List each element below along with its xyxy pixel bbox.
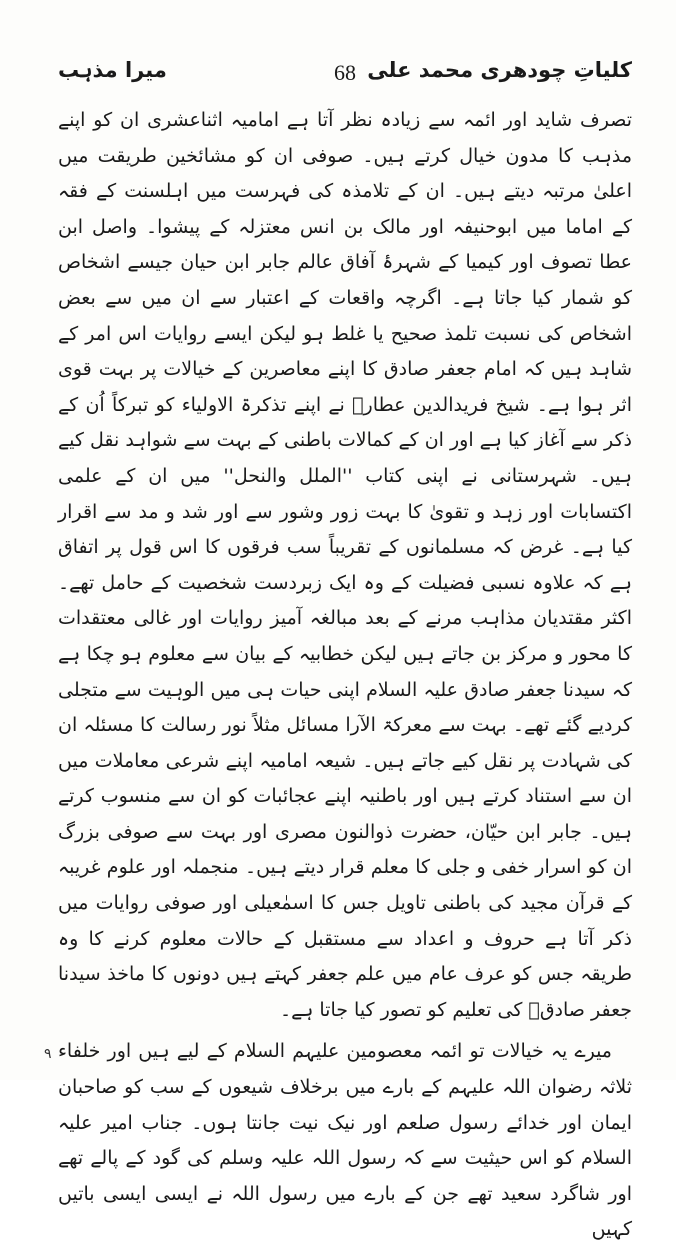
body-text xyxy=(58,103,632,1248)
paragraph: تصرف شاید اور ائمہ سے زیادہ نظر آتا ہے امامیہ اثناعشری ان کو اپنے مذہب کا مدون خیال کرتے ہیں۔ صوفی ان کو مشائخین طریقت میں اعلیٰ مرتبہ دیتے ہیں۔ ان کے تلامذہ کی فہرست میں اہلسنت کے فقہ کے اماما میں ابوحنیفہ اور مالک بن انس معتزلہ کے پیشوا۔ واصل ابن عطا تصوف اور کیمیا کے شہرۂ آفاق عالم جابر ابن حیان جیسے اشخاص کو شمار کیا جاتا ہے۔ اگرچہ واقعات کے اعتبار سے ان میں سے بعض اشخاص کی نسبت تلمذ صحیح یا غلط ہو لیکن ایسے روایات اس امر کے شاہد ہیں کہ امام جعفر صادق کا اپنے معاصرین کے خیالات پر بہت قوی اثر ہوا ہے۔ شیخ فریدالدین عطارؒ نے اپنے تذکرۃ الاولیاء کو تبرکاً اُن کے ذکر سے آغاز کیا ہے اور ان کے کمالات باطنی کے بہت سے شواہد نقل کیے ہیں۔ شہرستانی نے اپنی کتاب ''الملل والنحل'' میں ان کے علمی اکتسابات اور زہد و تقویٰ کا بہت زور وشور سے اور شد و مد سے اقرار کیا ہے۔ غرض کہ مسلمانوں کے تقریباً سب فرقوں کا اس قول پر اتفاق ہے کہ علاوہ نسبی فضیلت کے وہ ایک زبردست شخصیت کے حامل تھے۔ اکثر مقتدیان مذاہب مرنے کے بعد مبالغہ آمیز روایات اور غالی معتقدات کا محور و مرکز بن جاتے ہیں لیکن خطابیہ کے بیان سے معلوم ہو چکا ہے کہ سیدنا جعفر صادق علیہ السلام اپنی حیات ہی میں الوہیت سے متجلی کردیے گئے تھے۔ بہت سے معرکۃ الآرا مسائل مثلاً نور رسالت کا مسئلہ ان کی شہادت پر نقل کیے جاتے ہیں۔ شیعہ امامیہ اپنے شرعی معاملات میں ان سے استناد کرتے ہیں اور باطنیہ اپنے عجائبات کو ان سے منسوب کرتے ہیں۔ جابر ابن حیّان، حضرت ذوالنون مصری اور بہت سے صوفی بزرگ ان کو اسرار خفی و جلی کا معلم قرار دیتے ہیں۔ منجملہ اور علوم غریبہ کے قرآن مجید کی باطنی تاویل جس کا اسمٰعیلی اور صوفی روایات میں ذکر آتا ہے حروف و اعداد سے مستقبل کے حالات معلوم کرنے کا وہ طریقہ جس کو عرف عام میں علم جعفر کہتے ہیں دونوں کا ماخذ سیدنا جعفر صادقؑ کی تعلیم کو تصور کیا جاتا ہے۔ xyxy=(58,109,632,1021)
page-header xyxy=(58,56,632,97)
book-title: کلیاتِ چودھری محمد علی xyxy=(367,58,632,82)
chapter-title: میرا مذہب xyxy=(58,58,167,82)
paragraph: میرے یہ خیالات تو ائمہ معصومین علیہم السلام کے لیے ہیں اور خلفاء ثلاثہ رضوان اللہ علیہم کے بارے میں برخلاف شیعوں کے سب کو صاحبان ایمان اور خدائے رسول صلعم اور نیک نیت جانتا ہوں۔ جناب امیر علیہ السلام کو اس حیثیت سے کہ رسول اللہ علیہ وسلم کی گود کے پالے تھے اور شاگرد سعید تھے جن کے بارے میں رسول اللہ نے ایسی ایسی باتیں کہیں xyxy=(58,1040,632,1241)
page-number: 68 xyxy=(334,60,356,85)
footnote-mark: ۹ xyxy=(44,1046,52,1062)
